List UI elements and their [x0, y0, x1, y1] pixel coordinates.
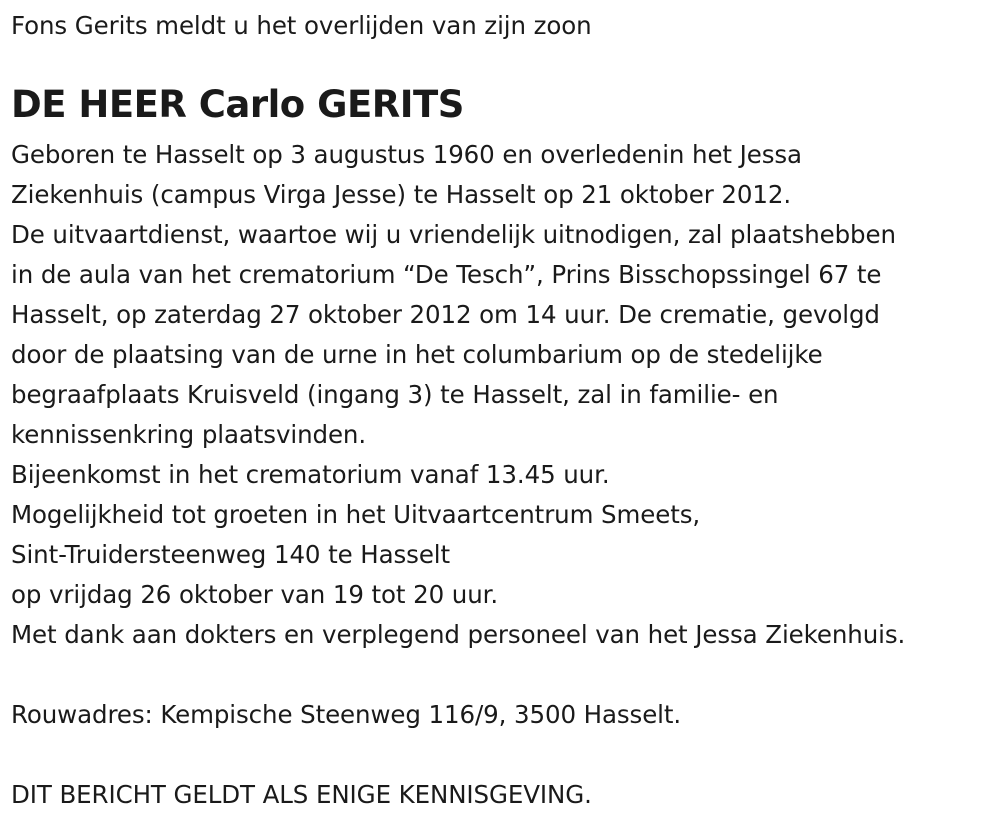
- body-line: Hasselt, op zaterdag 27 oktober 2012 om 14 uur. De crematie, gevolgd: [11, 300, 880, 329]
- body-line: Geboren te Hasselt op 3 augustus 1960 en overledenin het Jessa: [11, 140, 802, 169]
- body-line: Sint-Truidersteenweg 140 te Hasselt: [11, 540, 451, 569]
- notice-body: [11, 135, 905, 655]
- body-line: door de plaatsing van de urne in het columbarium op de stedelijke: [11, 340, 823, 369]
- intro-text: Fons Gerits meldt u het overlijden van zijn zoon: [11, 11, 592, 40]
- body-line: Ziekenhuis (campus Virga Jesse) te Hasselt op 21 oktober 2012.: [11, 180, 792, 209]
- body-line: De uitvaartdienst, waartoe wij u vriendelijk uitnodigen, zal plaatshebben: [11, 220, 896, 249]
- mourning-address: Rouwadres: Kempische Steenweg 116/9, 3500 Hasselt.: [11, 700, 682, 729]
- closing-notice: DIT BERICHT GELDT ALS ENIGE KENNISGEVING.: [11, 780, 592, 809]
- body-line: Mogelijkheid tot groeten in het Uitvaartcentrum Smeets,: [11, 500, 701, 529]
- body-line: kennissenkring plaatsvinden.: [11, 420, 367, 449]
- body-line: Bijeenkomst in het crematorium vanaf 13.45 uur.: [11, 460, 610, 489]
- body-line: in de aula van het crematorium “De Tesch”, Prins Bisschopssingel 67 te: [11, 260, 882, 289]
- body-line: begraafplaats Kruisveld (ingang 3) te Hasselt, zal in familie- en: [11, 380, 779, 409]
- deceased-name: DE HEER Carlo GERITS: [11, 83, 464, 126]
- body-line: op vrijdag 26 oktober van 19 tot 20 uur.: [11, 580, 499, 609]
- body-line: Met dank aan dokters en verplegend personeel van het Jessa Ziekenhuis.: [11, 620, 906, 649]
